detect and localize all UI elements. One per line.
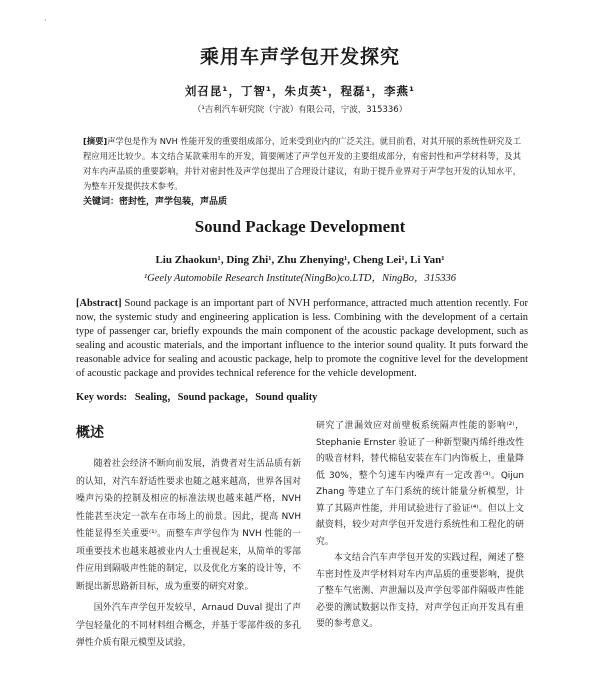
chinese-affiliation: （¹吉利汽车研究院（宁波）有限公司，宁波，315336）	[192, 105, 408, 115]
english-keywords-text: Sealing，Sound package，Sound quality	[134, 392, 318, 403]
body-paragraph: 本文结合汽车声学包开发的实践过程，阐述了整车密封性及声学材料对车内声品质的重要影响，提供了整车气密测、声泄漏以及声学包零部件隔吸声性能必要的测试数据以作支持，对声学包正向开发具有重要的参考意义。	[316, 553, 524, 629]
english-abstract	[76, 297, 528, 381]
english-title: Sound Package Development	[194, 217, 406, 236]
body-paragraph: 研究了泄漏效应对前壁板系统隔声性能的影响⁽²⁾，Stephanie Ernster 验证了一种新型聚丙烯纤维改性的吸音材料，替代棉毡安装在车门内饰板上，重量降低 30%，整个匀速车内噪声有一定改善⁽³⁾。Qijun Zhang 等建立了车门系统的统计能量分析模型，计算了其隔声性能，并用试验进行了验证⁽⁴⁾。但以上文献资料，较少对声学包开发进行系统性和工程化的研究。	[316, 421, 524, 547]
chinese-abstract-label: [摘要]	[83, 136, 108, 146]
body-paragraph: 国外汽车声学包开发较早，Arnaud Duval 提出了声学包轻量化的不同材料组合概念，并基于零部件级的多孔弹性介质有限元模型及试验，	[76, 603, 301, 648]
chinese-abstract-text: 声学包是作为 NVH 性能开发的重要组成部分，近来受到业内的广泛关注。就目前看，对其开展的系统性研究及工程应用还比较少。本文结合某款乘用车的开发，简要阐述了声学包开发的主要组成部分，有密封性和声学材料等，及其对车内声品质的重要影响，并针对密封性及声学包提出了合理设计建议，有助于提升业界对于声学包开发的认知水平，为整车开发提供技术参考。	[83, 136, 521, 191]
chinese-keywords-text: 密封性，声学包装，声品质	[119, 197, 228, 207]
chinese-keywords	[83, 194, 521, 207]
english-affiliation: ¹Geely Automobile Research Institute(NingBo)co.LTD，NingBo，315336	[143, 273, 457, 284]
section-heading: 概述	[76, 425, 104, 441]
english-authors: Liu Zhaokun¹, Ding Zhi¹, Zhu Zhenying¹, Cheng Lei¹, Li Yan¹	[155, 254, 445, 266]
english-abstract-text: Sound package is an important part of NVH performance, attracted much attention recently. For now, the systemic study and engineering application is less. Combining with the development of a certain type of passenger car, briefly expounds the main component of the acoustic package development, such as sealing and acoustic materials, and the important influence to the interior sound quality. It puts forward the reasonable advice for sealing and acoustic package, help to promote the cognitive level for the development of acoustic package and provides technical reference for the vehicle development.	[76, 298, 528, 379]
chinese-keywords-label: 关键词：	[83, 197, 120, 207]
body-right-column	[316, 418, 524, 633]
english-abstract-label: [Abstract]	[76, 298, 122, 309]
body-left-column	[76, 423, 301, 653]
chinese-authors: 刘召昆¹，丁智¹，朱贞英¹，程磊¹，李燕¹	[184, 84, 416, 98]
english-keywords	[76, 388, 528, 403]
chinese-title: 乘用车声学包开发探究	[199, 46, 400, 68]
corner-mark: ·	[44, 16, 47, 25]
chinese-abstract	[83, 134, 521, 194]
english-keywords-label: Key words:	[76, 392, 128, 403]
body-paragraph: 随着社会经济不断向前发展，消费者对生活品质有新的认知，对汽车舒适性要求也随之越来越高，世界各国对噪声污染的控制及相应的标准法规也越来越严格，NVH 性能甚至决定一款车在市场上的前景。因此，提高 NVH 性能显得至关重要⁽¹⁾。而整车声学包作为 NVH 性能的一项重要技术也越来越被业内人士重视起来，从简单的零部件应用到隔吸声性能的制定，以及优化方案的设计等，不断提出新思路新目标，成为重要的研究对象。	[76, 459, 301, 592]
